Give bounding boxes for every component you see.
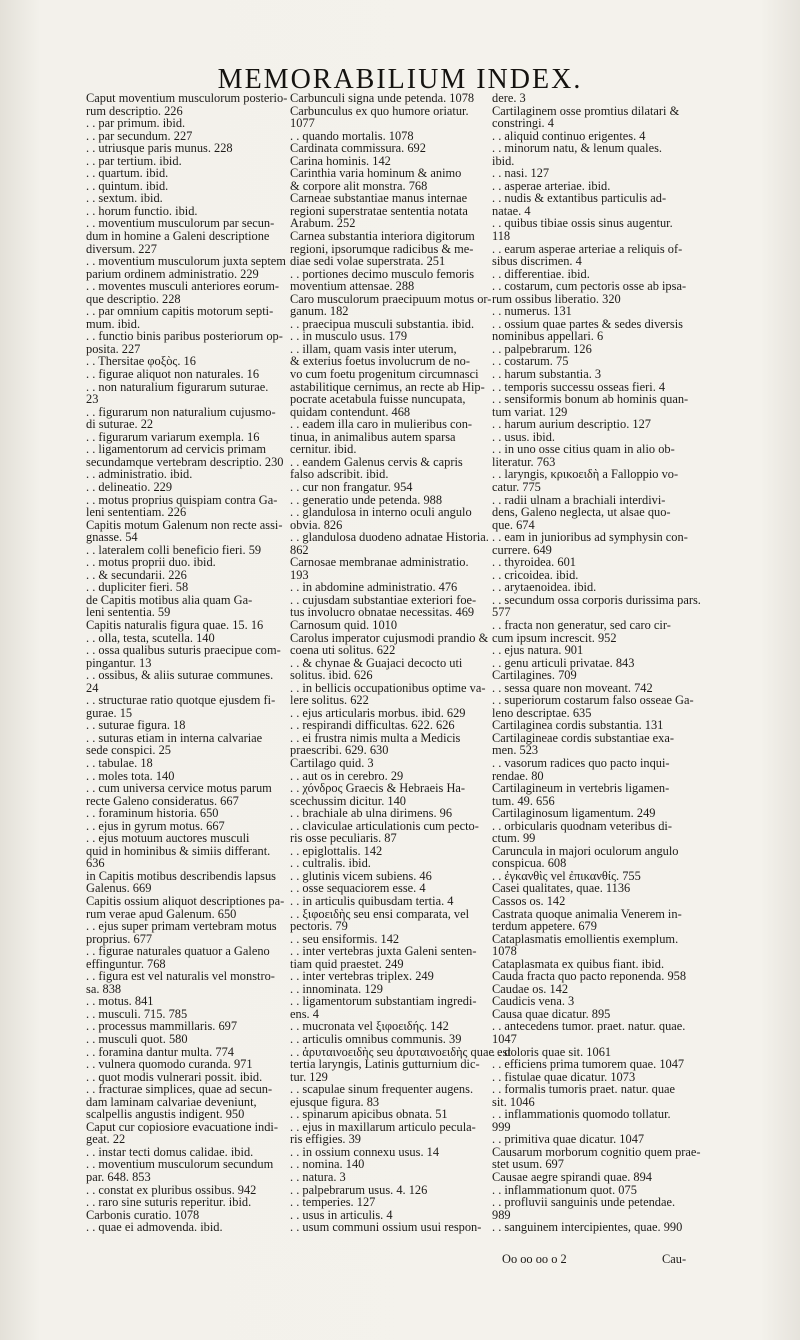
index-entry-line: par. 648. 853	[86, 1170, 151, 1185]
index-entry-line: gurae. 15	[86, 705, 133, 720]
index-entry-line: Galenus. 669	[86, 881, 152, 896]
index-entry-line: . . arytaenoidea. ibid.	[492, 580, 597, 595]
index-entry-line: effinguntur. 768	[86, 956, 166, 971]
index-entry-line: . . tabulae. 18	[86, 755, 153, 770]
index-entry-line: Causa quae dicatur. 895	[492, 1006, 611, 1021]
index-entry-line: . . differentiae. ibid.	[492, 266, 590, 281]
index-entry-line: . . olla, testa, scutella. 140	[86, 630, 215, 645]
index-entry-line: . . vasorum radices quo pacto inqui-	[492, 755, 670, 770]
index-entry-line: 1078	[492, 944, 517, 959]
index-entry-line: . . sextum. ibid.	[86, 191, 163, 206]
index-entry-line: que. 674	[492, 517, 535, 532]
signature-mark: Oo oo oo o 2	[502, 1252, 567, 1266]
index-entry-line: . . eandem Galenus cervis & capris	[290, 454, 463, 469]
index-entry-line: regioni superstratae sententia notata	[290, 203, 468, 218]
index-entry-line: . . ossibus, & aliis suturae communes.	[86, 668, 274, 683]
index-entry-line: rendae. 80	[492, 768, 544, 783]
index-entry-line: . . ligamentorum substantiam ingredi-	[290, 994, 477, 1009]
index-entry-line: tus involucro obnatae necessitas. 469	[290, 605, 475, 620]
index-entry-line: . . inter vertebras juxta Galeni senten-	[290, 944, 477, 959]
index-entry-line: . . palpebrarum. 126	[492, 341, 592, 356]
index-entry-line: pocrate acetabula fuisse nuncupata,	[290, 392, 466, 407]
index-entry-line: . . functio binis paribus posteriorum op-	[86, 329, 283, 344]
index-entry-line: rum descriptio. 226	[86, 103, 183, 118]
index-entry-line: . . harum aurium descriptio. 127	[492, 417, 651, 432]
index-entry-line: . . cujusdam substantiae exteriori foe-	[290, 592, 477, 607]
index-entry-line: Cartilaginea cordis substantia. 131	[492, 718, 664, 733]
index-entry-line: ctum. 99	[492, 831, 536, 846]
index-entry-line: dere. 3	[492, 91, 526, 105]
index-entry-line: . . antecedens tumor. praet. natur. quae.	[492, 1019, 686, 1034]
index-entry-line: scechussim dicitur. 140	[290, 793, 406, 808]
index-entry-line: . . quibus tibiae ossis sinus augentur.	[492, 216, 673, 231]
index-entry-line: . . nudis & extantibus particulis ad-	[492, 191, 667, 206]
index-entry-line: tum variat. 129	[492, 404, 568, 419]
index-entry-line: quidam contendunt. 468	[290, 404, 411, 419]
index-entry-line: 1047	[492, 1032, 517, 1047]
index-entry-line: sibus discrimen. 4	[492, 254, 582, 269]
index-entry-line: 862	[290, 542, 309, 557]
index-entry-line: Carolus imperator cujusmodi prandio &	[290, 630, 489, 645]
index-entry-line: . . ξιφοειδὴς seu ensi comparata, vel	[290, 906, 470, 921]
index-entry-line: terdum appetere. 679	[492, 919, 597, 934]
index-entry-line: parium ordinem administratio. 229	[86, 266, 259, 281]
index-entry-line: in Capitis motibus describendis lapsus	[86, 868, 276, 883]
index-entry-line: . . innominata. 129	[290, 981, 383, 996]
index-entry-line: . . ejus articularis morbus. ibid. 629	[290, 705, 466, 720]
index-entry-line: secundamque vertebram descriptio. 230	[86, 454, 284, 469]
index-entry-line: conspicua. 608	[492, 856, 567, 871]
index-entry-line: . . lateralem colli beneficio fieri. 59	[86, 542, 262, 557]
index-entry-line: Capitis motum Galenum non recte assi-	[86, 517, 283, 532]
index-entry-line: ganum. 182	[290, 304, 349, 319]
index-entry-line: stet usum. 697	[492, 1157, 564, 1172]
index-entry-line: . . quintum. ibid.	[86, 178, 169, 193]
index-entry-line: . . palpebrarum usus. 4. 126	[290, 1182, 428, 1197]
index-entry-line: . . horum functio. ibid.	[86, 203, 198, 218]
index-entry-line: . . musculi. 715. 785	[86, 1006, 188, 1021]
index-entry-line: . . in articulis quibusdam tertia. 4	[290, 894, 454, 908]
index-entry-line: . . osse sequaciorem esse. 4	[290, 881, 426, 896]
index-entry-line: leni sententia. 59	[86, 605, 171, 620]
index-entry-line: & exterius foetus involucrum de no-	[290, 354, 470, 369]
index-entry-line: . . delineatio. 229	[86, 479, 173, 494]
index-entry-line: pingantur. 13	[86, 655, 152, 670]
index-entry-line: 999	[492, 1119, 511, 1134]
index-entry-line: . . fracta non generatur, sed caro cir-	[492, 617, 671, 632]
index-entry-line: . . ejus natura. 901	[492, 643, 584, 658]
index-entry-line: . . profluvii sanguinis unde petendae.	[492, 1195, 676, 1210]
index-entry-line: . . Thersitae φοξὸς. 16	[86, 354, 196, 369]
index-entry-line: . . quando mortalis. 1078	[290, 128, 414, 143]
index-entry-line: Carnosae membranae administratio.	[290, 555, 469, 570]
index-entry-line: . . foramina dantur multa. 774	[86, 1044, 234, 1059]
index-entry-line: . . usus in articulis. 4	[290, 1207, 393, 1222]
index-entry-line: ibid.	[492, 153, 515, 168]
index-entry-line: . . suturas etiam in interna calvariae	[86, 730, 263, 745]
index-entry-line: catur. 775	[492, 479, 541, 494]
index-entry-line: regioni, ipsorumque radicibus & me-	[290, 241, 474, 256]
index-entry-line: . . laryngis, κρικοειδὴ a Falloppio vo-	[492, 467, 679, 482]
index-entry-line: . . moventium musculorum juxta septem	[86, 254, 286, 269]
index-entry-line: natae. 4	[492, 203, 531, 218]
index-entry-line: . . praecipua musculi substantia. ibid.	[290, 316, 475, 331]
index-entry-line: . . efficiens prima tumorem quae. 1047	[492, 1057, 685, 1072]
index-entry-line: Caput moventium musculorum posterio-	[86, 91, 288, 105]
index-entry-line: . . cum universa cervice motus parum	[86, 781, 272, 796]
index-entry-line: . . radii ulnam a brachiali interdivi-	[492, 492, 666, 507]
index-entry-line: currere. 649	[492, 542, 552, 557]
index-entry-line: . . administratio. ibid.	[86, 467, 193, 482]
index-entry-line: . . temporis successu osseas fieri. 4	[492, 379, 666, 394]
index-entry-line: moventium attensae. 288	[290, 279, 415, 294]
index-entry-line: Carneae substantiae manus internae	[290, 191, 468, 206]
index-entry-line: . . nasi. 127	[492, 166, 550, 181]
index-entry-line: . . minorum natu, & lenum quales.	[492, 141, 663, 156]
index-entry-line: . . figurae naturales quatuor a Galeno	[86, 944, 270, 959]
index-entry-line: . . illam, quam vasis inter uterum,	[290, 341, 457, 356]
index-entry-line: Carbunculi signa unde petenda. 1078	[290, 91, 475, 105]
index-entry-line: . . ossium quae partes & sedes diversis	[492, 316, 683, 331]
index-entry-line: tur. 129	[290, 1069, 328, 1084]
index-entry-line: 118	[492, 229, 511, 244]
index-entry-line: . . moventium musculorum par secun-	[86, 216, 275, 231]
index-entry-line: . . moventes musculi anteriores eorum-	[86, 279, 280, 294]
index-entry-line: praescribi. 629. 630	[290, 743, 389, 758]
index-entry-line: Cartilagineae cordis substantiae exa-	[492, 730, 674, 745]
index-entry-line: . . aut os in cerebro. 29	[290, 768, 404, 783]
index-entry-line: . . nomina. 140	[290, 1157, 365, 1172]
index-entry-line: literatur. 763	[492, 454, 556, 469]
index-entry-line: que descriptio. 228	[86, 291, 181, 306]
index-entry-line: . . musculi quot. 580	[86, 1032, 188, 1047]
index-entry-line: coena uti solitus. 622	[290, 643, 396, 658]
index-entry-line: . . ligamentorum ad cervicis primam	[86, 442, 266, 457]
index-entry-line: . . aliquid continuo erigentes. 4	[492, 128, 646, 143]
index-entry-line: . . sessa quare non moveant. 742	[492, 680, 653, 695]
index-entry-line: . . articulis omnibus communis. 39	[290, 1032, 462, 1047]
index-entry-line: . . structurae ratio quotque ejusdem fi-	[86, 693, 276, 708]
index-entry-line: . . par secundum. 227	[86, 128, 193, 143]
index-column-3	[492, 91, 701, 1252]
index-entry-line: tiam quid praestet. 249	[290, 956, 404, 971]
index-entry-line: Caro musculorum praecipuum motus or-	[290, 291, 492, 306]
index-entry-line: 636	[86, 856, 105, 871]
index-entry-line: Cataplasmata ex quibus fiant. ibid.	[492, 956, 665, 971]
index-entry-line: . . seu ensiformis. 142	[290, 931, 400, 946]
index-entry-line: . . claviculae articulationis cum pecto-	[290, 818, 479, 833]
index-entry-line: . . figurarum non naturalium cujusmo-	[86, 404, 276, 419]
index-entry-line: . . motus proprii duo. ibid.	[86, 555, 216, 570]
index-entry-line: solitus. ibid. 626	[290, 668, 373, 683]
index-entry-line: . . processus mammillaris. 697	[86, 1019, 238, 1034]
index-entry-line: cum ipsum increscit. 952	[492, 630, 617, 645]
page-title: MEMORABILIUM INDEX.	[217, 64, 583, 95]
index-entry-line: . . χόνδρος Graecis & Hebraeis Ha-	[290, 781, 466, 796]
index-entry-line: . . quae ei admovenda. ibid.	[86, 1220, 223, 1235]
index-entry-line: Cartilaginosum ligamentum. 249	[492, 806, 656, 821]
index-entry-line: astabilitique cernimus, an recte ab Hip-	[290, 379, 485, 394]
index-entry-line: posita. 227	[86, 341, 141, 356]
index-entry-line: . . orbicularis quodnam veteribus di-	[492, 818, 672, 833]
index-entry-line: . . thyroidea. 601	[492, 555, 576, 570]
index-entry-line: Castrata quoque animalia Venerem in-	[492, 906, 682, 921]
index-entry-line: dum in homine a Galeni descriptione	[86, 229, 270, 244]
index-entry-line: Cauda fracta quo pacto reponenda. 958	[492, 969, 687, 984]
index-entry-line: . . figurarum variarum exempla. 16	[86, 429, 260, 444]
index-entry-line: obvia. 826	[290, 517, 343, 532]
index-entry-line: . . foraminum historia. 650	[86, 806, 219, 821]
index-entry-line: . . ossa qualibus suturis praecipue com-	[86, 643, 281, 658]
index-entry-line: Carina hominis. 142	[290, 153, 391, 168]
index-entry-line: ris osse peculiaris. 87	[290, 831, 397, 846]
index-column-1	[86, 92, 286, 1252]
index-entry-line: . . in musculo usus. 179	[290, 329, 408, 344]
index-entry-line: Cartilagineum in vertebris ligamen-	[492, 781, 670, 796]
index-entry-line: sit. 1046	[492, 1094, 535, 1109]
index-entry-line: & corpore alit monstra. 768	[290, 178, 428, 193]
index-entry-line: . . primitiva quae dicatur. 1047	[492, 1132, 645, 1147]
index-entry-line: ens. 4	[290, 1006, 319, 1021]
index-entry-line: . . ejus super primam vertebram motus	[86, 919, 277, 934]
index-entry-line: Cataplasmatis emollientis exemplum.	[492, 931, 679, 946]
index-entry-line: Carnosum quid. 1010	[290, 617, 398, 632]
index-entry-line: Cartilaginem osse promtius dilatari &	[492, 103, 680, 118]
index-entry-line: . . suturae figura. 18	[86, 718, 186, 733]
index-entry-line: Caput cur copiosiore evacuatione indi-	[86, 1119, 278, 1134]
index-entry-line: . . portiones decimo musculo femoris	[290, 266, 475, 281]
index-entry-line: . . vulnera quomodo curanda. 971	[86, 1057, 253, 1072]
index-entry-line: . . par tertium. ibid.	[86, 153, 182, 168]
index-entry-line: . . & chynae & Guajaci decocto uti	[290, 655, 463, 670]
index-entry-line: . . non naturalium figurarum suturae.	[86, 379, 269, 394]
index-entry-line: . . par omnium capitis motorum septi-	[86, 304, 274, 319]
index-entry-line: . . ei frustra nimis multa a Medicis	[290, 730, 461, 745]
index-entry-line: . . genu articuli privatae. 843	[492, 655, 635, 670]
index-entry-line: Capitis ossium aliquot descriptiones pa-	[86, 894, 285, 908]
index-entry-line: . . raro sine suturis reperitur. ibid.	[86, 1195, 252, 1210]
index-entry-line: Arabum. 252	[290, 216, 356, 231]
index-entry-line: Casei qualitates, quae. 1136	[492, 881, 631, 896]
index-entry-line: di suturae. 22	[86, 417, 154, 432]
index-entry-line: Caudicis vena. 3	[492, 994, 575, 1009]
index-entry-line: Carbunculus ex quo humore oriatur.	[290, 103, 469, 118]
index-entry-line: recte Galeno consideratus. 667	[86, 793, 239, 808]
index-entry-line: . . cur non frangatur. 954	[290, 479, 413, 494]
index-entry-line: rum ossibus liberatio. 320	[492, 291, 621, 306]
index-entry-line: 989	[492, 1207, 511, 1222]
index-entry-line: rum verae apud Galenum. 650	[86, 906, 237, 921]
index-entry-line: 23	[86, 392, 99, 407]
index-entry-line: Capitis naturalis figura quae. 15. 16	[86, 617, 264, 632]
index-entry-line: . . inflammationis quomodo tollatur.	[492, 1107, 671, 1122]
index-entry-line: . . eam in junioribus ad symphysin con-	[492, 530, 688, 545]
index-entry-line: Cartilagines. 709	[492, 668, 577, 683]
index-entry-line: . . quartum. ibid.	[86, 166, 169, 181]
index-entry-line: Cardinata commissura. 692	[290, 141, 426, 156]
index-entry-line: sede conspici. 25	[86, 743, 171, 758]
index-entry-line: . . figura est vel naturalis vel monstro-	[86, 969, 275, 984]
index-entry-line: . . fracturae simplices, quae ad secun-	[86, 1082, 273, 1097]
index-entry-line: . . moles tota. 140	[86, 768, 175, 783]
index-entry-line: ris effigies. 39	[290, 1132, 362, 1147]
index-entry-line: . . ejus in maxillarum articulo pecula-	[290, 1119, 476, 1134]
index-entry-line: Caruncula in majori oculorum angulo	[492, 843, 679, 858]
index-entry-line: . . harum substantia. 3	[492, 367, 602, 382]
index-entry-line: . . earum asperae arteriae a reliquis of-	[492, 241, 683, 256]
index-entry-line: . . moventium musculorum secundum	[86, 1157, 274, 1172]
index-entry-line: leni sententiam. 226	[86, 505, 187, 520]
index-entry-line: constringi. 4	[492, 116, 554, 131]
index-entry-line: gnasse. 54	[86, 530, 138, 545]
index-entry-line: . . spinarum apicibus obnata. 51	[290, 1107, 448, 1122]
index-entry-line: dens, Galeno neglecta, ut alsae quo-	[492, 505, 671, 520]
index-entry-line: . . generatio unde petenda. 988	[290, 492, 443, 507]
index-entry-line: geat. 22	[86, 1132, 126, 1147]
index-entry-line: . . dupliciter fieri. 58	[86, 580, 189, 595]
index-entry-line: . . motus proprius quispiam contra Ga-	[86, 492, 278, 507]
index-entry-line: . . temperies. 127	[290, 1195, 376, 1210]
index-entry-line: tertia laryngis, Latinis gutturnium dic-	[290, 1057, 480, 1072]
index-entry-line: . . inter vertebras triplex. 249	[290, 969, 434, 984]
index-entry-line: . . usus. ibid.	[492, 429, 555, 444]
index-entry-line: vo cum foetu progenitum circumnasci	[290, 367, 479, 382]
index-entry-line: . . utriusque paris munus. 228	[86, 141, 233, 156]
index-entry-line: Causarum morborum cognitio quem prae-	[492, 1144, 701, 1159]
index-entry-line: . . superiorum costarum falso osseae Ga-	[492, 693, 694, 708]
index-entry-line: . . glutinis vicem subiens. 46	[290, 868, 432, 883]
index-entry-line: . . epiglottalis. 142	[290, 843, 383, 858]
index-entry-line: . . usum communi ossium usui respon-	[290, 1220, 482, 1235]
index-entry-line: . . motus. 841	[86, 994, 154, 1009]
index-entry-line: Carinthia varia hominum & animo	[290, 166, 462, 181]
index-entry-line: . . ἐγκανθὶς vel ἐπικανθίς. 755	[492, 868, 641, 883]
index-entry-line: . . sanguinem intercipientes, quae. 990	[492, 1220, 683, 1235]
catchword: Cau-	[662, 1252, 687, 1266]
index-entry-line: . . ἀρυταινοειδὴς seu ἀρυταινοειδὴς quae est	[290, 1044, 511, 1059]
index-entry-line: Cartilago quid. 3	[290, 755, 374, 770]
index-entry-line: Carnea substantia interiora digitorum	[290, 229, 475, 244]
index-entry-line: . . eadem illa caro in mulieribus con-	[290, 417, 473, 432]
index-entry-line: cernitur. ibid.	[290, 442, 357, 457]
index-entry-line: . . glandulosa duodeno adnatae Historia.	[290, 530, 489, 545]
index-entry-line: tinua, in animalibus autem sparsa	[290, 429, 456, 444]
index-entry-line: . . in bellicis occupationibus optime va-	[290, 680, 486, 695]
index-entry-line: sa. 838	[86, 981, 122, 996]
index-entry-line: Cassos os. 142	[492, 894, 566, 908]
index-entry-line: . . doloris quae sit. 1061	[492, 1044, 612, 1059]
index-entry-line: . . respirandi difficultas. 622. 626	[290, 718, 455, 733]
index-entry-line: quid in hominibus & simiis differant.	[86, 843, 271, 858]
index-entry-line: . . cricoidea. ibid.	[492, 567, 579, 582]
index-entry-line: falso adscribit. ibid.	[290, 467, 389, 482]
index-entry-line: pectoris. 79	[290, 919, 348, 934]
index-entry-line: . . formalis tumoris praet. natur. quae	[492, 1082, 676, 1097]
index-entry-line: ejusque figura. 83	[290, 1094, 380, 1109]
index-entry-line: . . figurae aliquot non naturales. 16	[86, 367, 260, 382]
index-entry-line: Caudae os. 142	[492, 981, 569, 996]
index-entry-line: . . in ossium connexu usus. 14	[290, 1144, 440, 1159]
index-entry-line: . . costarum, cum pectoris osse ab ipsa-	[492, 279, 687, 294]
index-entry-line: dam laminam calvariae deveniunt,	[86, 1094, 257, 1109]
index-entry-line: 1077	[290, 116, 315, 131]
index-entry-line: men. 523	[492, 743, 539, 758]
index-entry-line: de Capitis motibus alia quam Ga-	[86, 592, 253, 607]
index-entry-line: diversum. 227	[86, 241, 157, 256]
index-entry-line: . . inflammationum quot. 075	[492, 1182, 637, 1197]
index-entry-line: . . & secundarii. 226	[86, 567, 187, 582]
index-entry-line: . . scapulae sinum frequenter augens.	[290, 1082, 474, 1097]
index-entry-line: leno descriptae. 635	[492, 705, 592, 720]
index-entry-line: . . fistulae quae dicatur. 1073	[492, 1069, 636, 1084]
index-entry-line: mum. ibid.	[86, 316, 141, 331]
index-entry-line: . . sensiformis bonum ab hominis quan-	[492, 392, 689, 407]
index-entry-line: 577	[492, 605, 511, 620]
index-entry-line: Causae aegre spirandi quae. 894	[492, 1170, 652, 1185]
index-entry-line: . . cultralis. ibid.	[290, 856, 371, 871]
index-entry-line: . . constat ex pluribus ossibus. 942	[86, 1182, 257, 1197]
index-entry-line: 24	[86, 680, 99, 695]
index-entry-line: diae sedi volae superstrata. 251	[290, 254, 446, 269]
index-entry-line: . . instar tecti domus calidae. ibid.	[86, 1144, 254, 1159]
index-entry-line: scalpellis angustis indigent. 950	[86, 1107, 245, 1122]
index-entry-line: Carbonis curatio. 1078	[86, 1207, 200, 1222]
index-entry-line: . . costarum. 75	[492, 354, 569, 369]
index-entry-line: . . in uno osse citius quam in alio ob-	[492, 442, 675, 457]
index-entry-line: nominibus appellari. 6	[492, 329, 604, 344]
index-entry-line: . . in abdomine administratio. 476	[290, 580, 458, 595]
index-entry-line: proprius. 677	[86, 931, 153, 946]
index-entry-line: . . glandulosa in interno oculi angulo	[290, 505, 472, 520]
index-entry-line: . . asperae arteriae. ibid.	[492, 178, 611, 193]
index-entry-line: tum. 49. 656	[492, 793, 555, 808]
index-entry-line: . . natura. 3	[290, 1170, 346, 1185]
index-entry-line: . . brachiale ab ulna dirimens. 96	[290, 806, 453, 821]
index-entry-line: . . par primum. ibid.	[86, 116, 186, 131]
index-entry-line: . . ejus in gyrum motus. 667	[86, 818, 225, 833]
index-entry-line: . . secundum ossa corporis durissima pars.	[492, 592, 701, 607]
index-entry-line: . . quot modis vulnerari possit. ibid.	[86, 1069, 263, 1084]
index-entry-line: 193	[290, 567, 309, 582]
index-entry-line: . . numerus. 131	[492, 304, 572, 319]
index-entry-line: . . mucronata vel ξιφοειδής. 142	[290, 1019, 449, 1034]
index-entry-line: . . ejus motuum auctores musculi	[86, 831, 250, 846]
index-entry-line: lere solitus. 622	[290, 693, 369, 708]
